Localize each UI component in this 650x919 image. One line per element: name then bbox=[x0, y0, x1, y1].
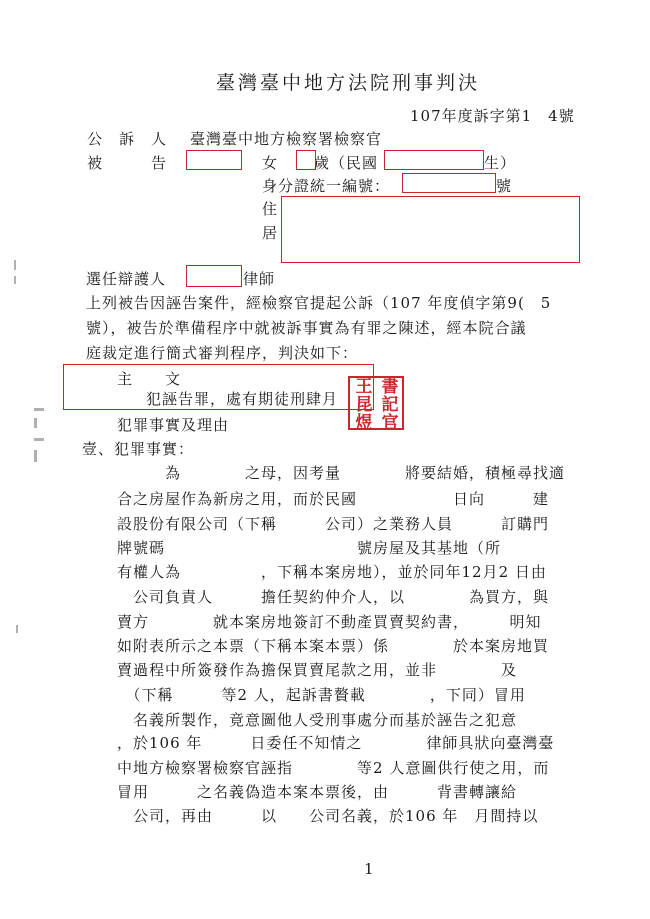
prosecutor-label: 公 訴 人 bbox=[87, 130, 168, 148]
seal-char: 記 bbox=[381, 395, 399, 415]
scan-speck bbox=[16, 625, 18, 633]
fact-line: 為 之母，因考量 將要結婚，積極尋找適 bbox=[117, 464, 566, 482]
defendant-birth-suffix: 生） bbox=[484, 154, 517, 172]
fact-line: 賣過程中所簽發作為擔保買賣尾款之用，並非 及 bbox=[117, 661, 518, 679]
defendant-gender: 女 bbox=[262, 154, 279, 172]
seal-char: 官 bbox=[381, 413, 399, 433]
case-number: 107年度訴字第1 4號 bbox=[410, 107, 575, 125]
body-line: 庭裁定進行簡式審判程序，判決如下： bbox=[86, 344, 359, 362]
fact-line: 如附表所示之本票（下稱本案本票）係 於本案房地買 bbox=[117, 637, 550, 655]
defense-suffix: 律師 bbox=[243, 270, 276, 288]
scan-speck bbox=[34, 438, 44, 441]
seal-char: 煜 bbox=[355, 413, 373, 433]
id-suffix: 號 bbox=[496, 177, 513, 195]
seal-char: 王 bbox=[355, 377, 373, 397]
redaction-box bbox=[186, 265, 242, 287]
main-heading: 主 文 bbox=[117, 370, 182, 388]
defendant-age-suffix: 歲（民國 bbox=[314, 154, 379, 172]
scan-speck bbox=[34, 418, 37, 428]
clerk-seal bbox=[348, 376, 404, 433]
scan-speck bbox=[14, 276, 16, 284]
page-number: 1 bbox=[364, 860, 375, 878]
scan-speck bbox=[14, 260, 16, 270]
fact-line: 有權人為 ，下稱本案房地），並於同年12月2 日由 bbox=[117, 563, 547, 581]
redaction-box bbox=[384, 150, 484, 170]
main-text: 犯誣告罪，處有期徒刑肆月 bbox=[146, 390, 339, 408]
body-line: 號），被告於準備程序中就被訴事實為有罪之陳述，經本院合議 bbox=[86, 319, 527, 337]
fact-line: 牌號碼 號房屋及其基地（所 bbox=[117, 539, 502, 557]
residence-label: 居 bbox=[262, 224, 279, 242]
address-label: 住 bbox=[262, 200, 279, 218]
prosecutor-value: 臺灣臺中地方檢察署檢察官 bbox=[190, 130, 383, 148]
defendant-label: 被 告 bbox=[87, 154, 168, 172]
fact-line: 冒用 之名義偽造本案本票後，由 背書轉讓給 bbox=[117, 783, 518, 801]
fact-line: 公司負責人 擔任契約仲介人，以 為買方，與 bbox=[117, 588, 550, 606]
redaction-box bbox=[281, 196, 580, 263]
fact-line: 設股份有限公司（下稱 公司）之業務人員 訂購門 bbox=[117, 515, 550, 533]
fact-line: （下稱 等2 人，起訴書贅載 ，下同）冒用 bbox=[117, 686, 526, 704]
redaction-box bbox=[296, 150, 316, 170]
defense-label: 選任辯護人 bbox=[86, 270, 167, 288]
seal-char: 昆 bbox=[355, 395, 373, 415]
fact-line: 名義所製作，竟意圖他人受刑事處分而基於誣告之犯意 bbox=[117, 711, 518, 729]
section-one-heading: 壹、犯罪事實： bbox=[82, 440, 195, 458]
redaction-box bbox=[186, 150, 242, 170]
scan-speck bbox=[34, 450, 37, 462]
body-line: 上列被告因誣告案件，經檢察官提起公訴（107 年度偵字第9( 5 bbox=[86, 294, 552, 312]
redaction-box bbox=[402, 173, 496, 193]
fact-line: 賣方 就本案房地簽訂不動產買賣契約書， 明知 bbox=[117, 613, 542, 631]
scan-speck bbox=[34, 408, 44, 411]
facts-heading: 犯罪事實及理由 bbox=[117, 416, 230, 434]
id-label: 身分證統一編號： bbox=[262, 177, 391, 195]
fact-line: 合之房屋作為新房之用，而於民國 日向 建 bbox=[117, 490, 550, 508]
fact-line: 中地方檢察署檢察官誣指 等2 人意圖供行使之用，而 bbox=[117, 759, 550, 777]
fact-line: 公司，再由 以 公司名義，於106 年 月間持以 bbox=[117, 807, 539, 825]
fact-line: ，於106 年 日委任不知情之 律師具狀向臺灣臺 bbox=[117, 734, 555, 752]
document-title: 臺灣臺中地方法院刑事判決 bbox=[216, 72, 481, 94]
seal-char: 書 bbox=[381, 377, 399, 397]
